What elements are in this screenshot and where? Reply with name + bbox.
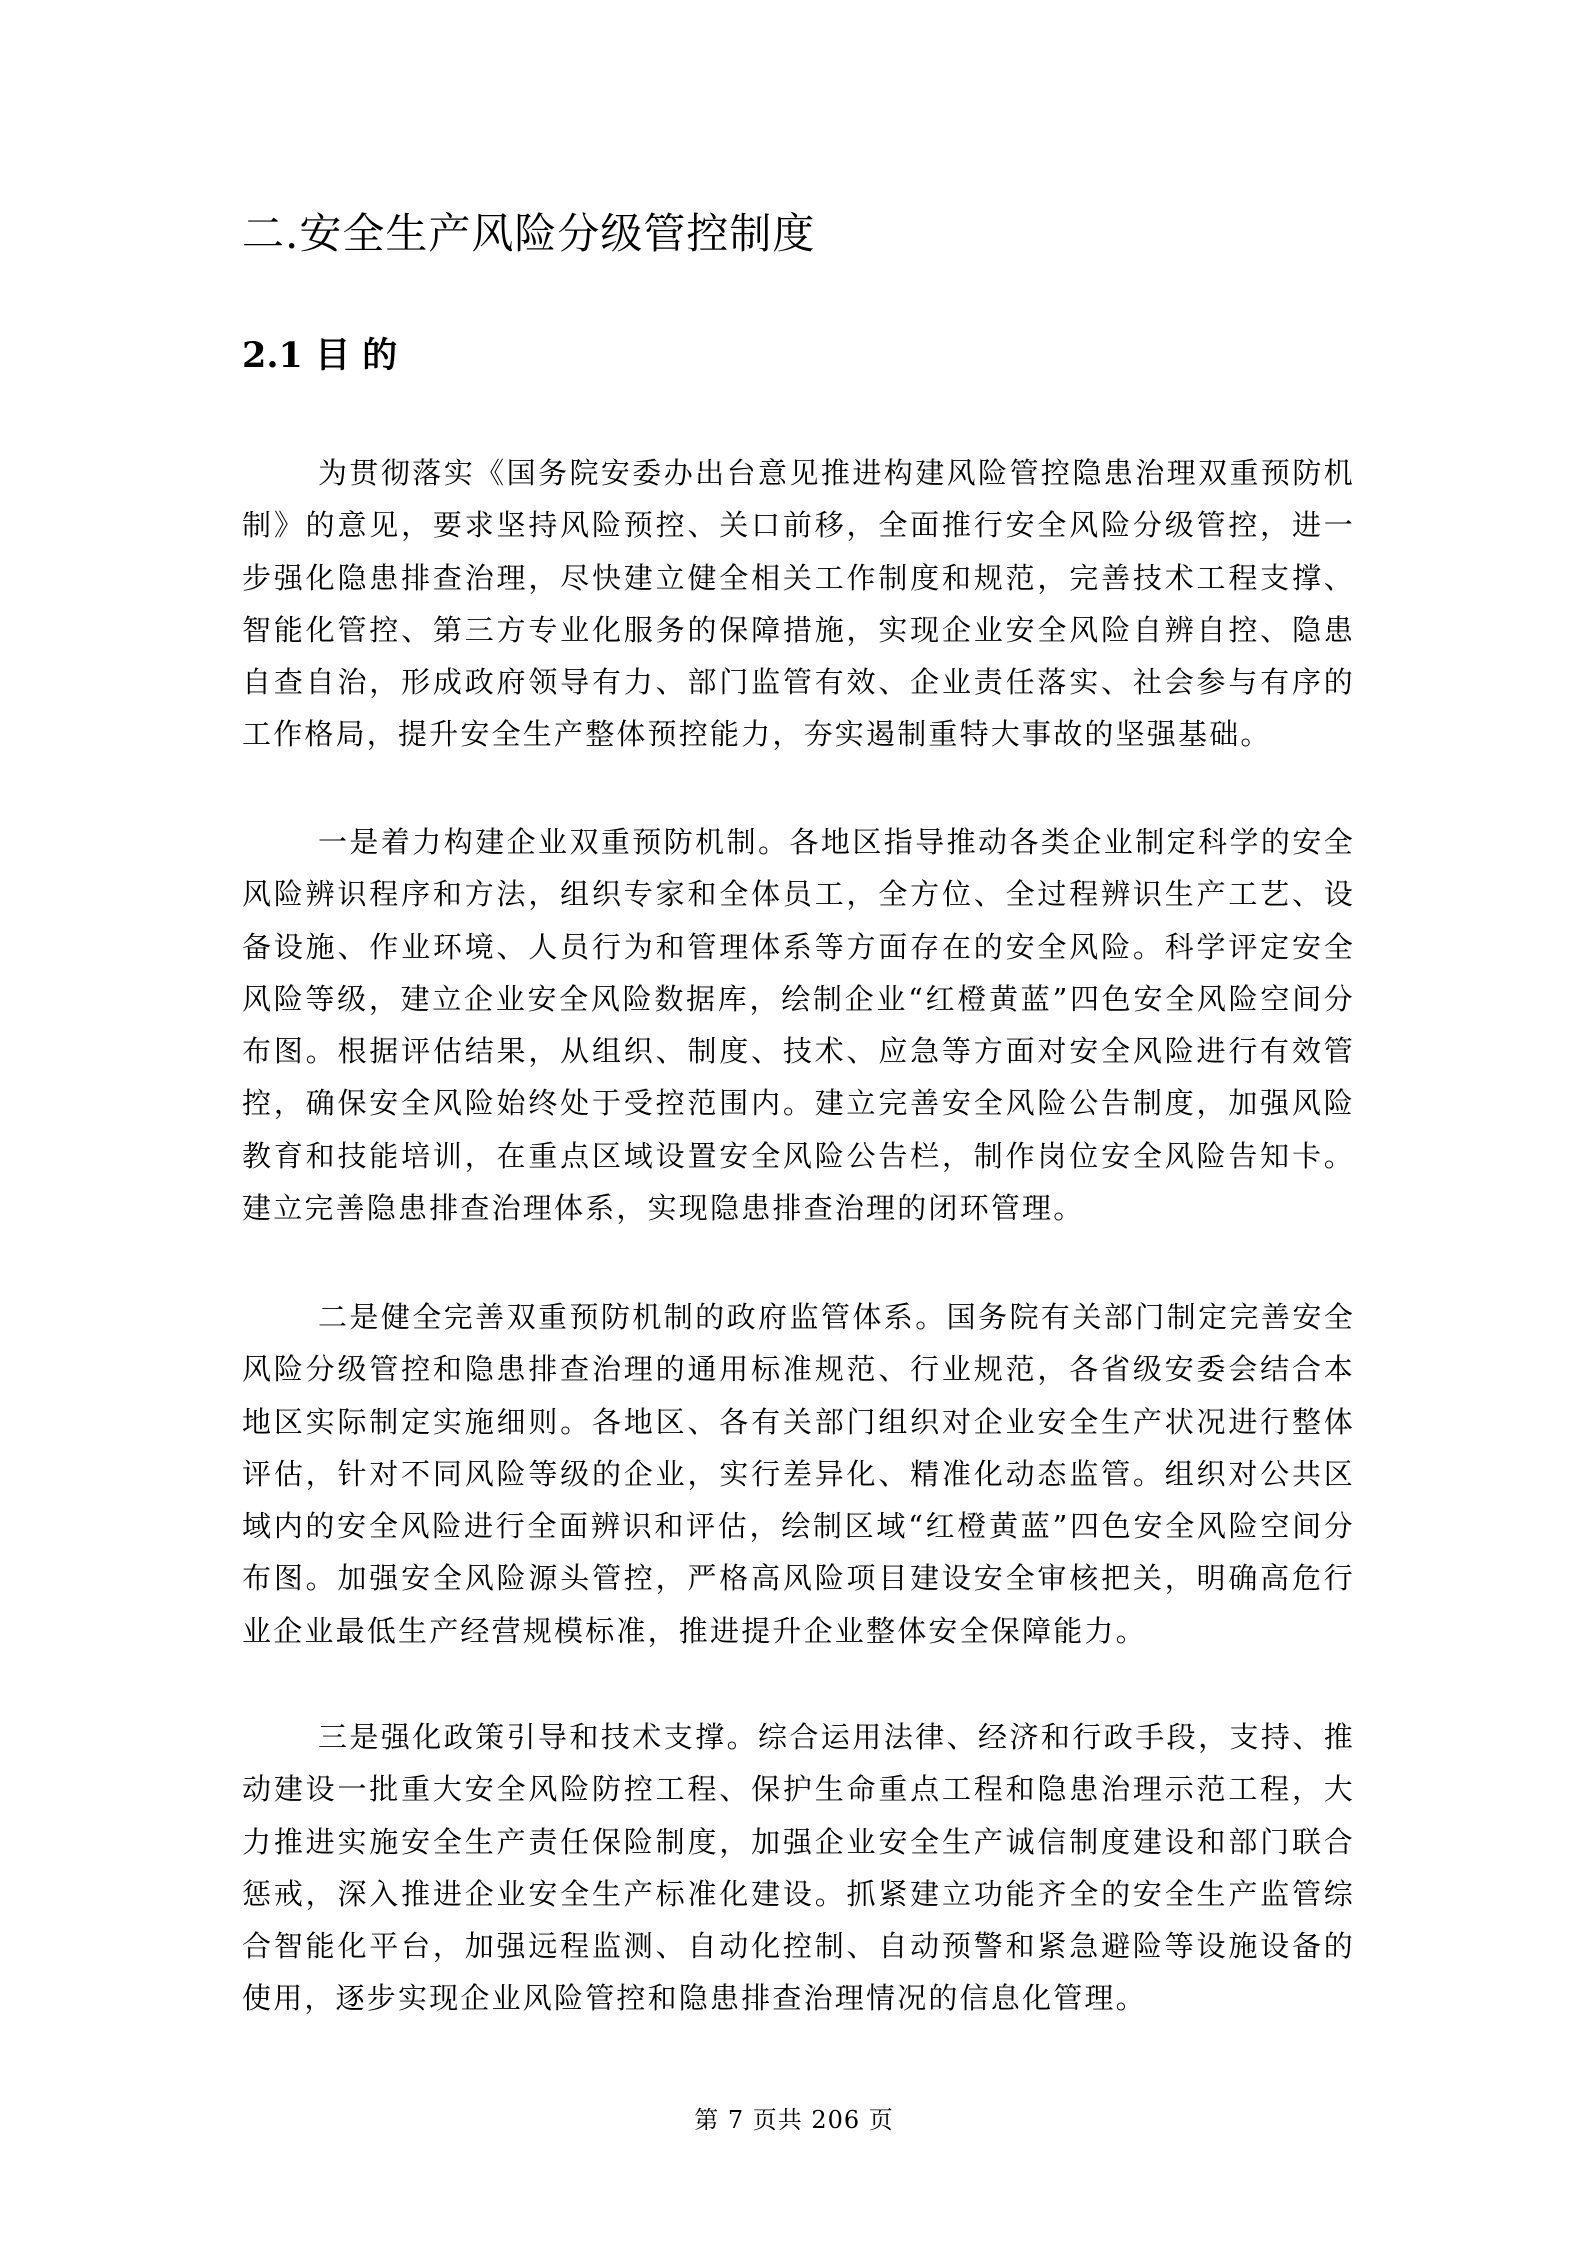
subsection-title: 2.1 目 的: [242, 335, 398, 376]
paragraph-point-two: 二是健全完善双重预防机制的政府监管体系。国务院有关部门制定完善安全风险分级管控和隐患排查治理的通用标准规范、行业规范，各省级安委会结合本地区实际制定实施细则。各地区、各有关部门组织对企业安全生产状况进行整体评估，针对不同风险等级的企业，实行差异化、精准化动态监管。组织对公共区域内的安全风险进行全面辨识和评估，绘制区域“红橙黄蓝”四色安全风险空间分布图。加强安全风险源头管控，严格高风险项目建设安全审核把关，明确高危行业企业最低生产经营规模标准，推进提升企业整体安全保障能力。: [242, 1300, 1355, 1648]
section-title: 二.安全生产风险分级管控制度: [242, 209, 816, 258]
paragraph-purpose: 为贯彻落实《国务院安委办出台意见推进构建风险管控隐患治理双重预防机制》的意见，要求坚持风险预控、关口前移，全面推行安全风险分级管控，进一步强化隐患排查治理，尽快建立健全相关工作制度和规范，完善技术工程支撑、智能化管控、第三方专业化服务的保障措施，实现企业安全风险自辨自控、隐患自查自治，形成政府领导有力、部门监管有效、企业责任落实、社会参与有序的工作格局，提升安全生产整体预控能力，夯实遏制重特大事故的坚强基础。: [242, 456, 1355, 752]
page-footer: 第 7 页共 206 页: [694, 2106, 894, 2134]
paragraph-point-three: 三是强化政策引导和技术支撑。综合运用法律、经济和行政手段，支持、推动建设一批重大安全风险防控工程、保护生命重点工程和隐患治理示范工程，大力推进实施安全生产责任保险制度，加强企业安全生产诚信制度建设和部门联合惩戒，深入推进企业安全生产标准化建设。抓紧建立功能齐全的安全生产监管综合智能化平台，加强远程监测、自动化控制、自动预警和紧急避险等设施设备的使用，逐步实现企业风险管控和隐患排查治理情况的信息化管理。: [242, 1720, 1355, 2016]
paragraph-point-one: 一是着力构建企业双重预防机制。各地区指导推动各类企业制定科学的安全风险辨识程序和方法，组织专家和全体员工，全方位、全过程辨识生产工艺、设备设施、作业环境、人员行为和管理体系等方面存在的安全风险。科学评定安全风险等级，建立企业安全风险数据库，绘制企业“红橙黄蓝”四色安全风险空间分布图。根据评估结果，从组织、制度、技术、应急等方面对安全风险进行有效管控，确保安全风险始终处于受控范围内。建立完善安全风险公告制度，加强风险教育和技能培训，在重点区域设置安全风险公告栏，制作岗位安全风险告知卡。建立完善隐患排查治理体系，实现隐患排查治理的闭环管理。: [242, 825, 1355, 1226]
